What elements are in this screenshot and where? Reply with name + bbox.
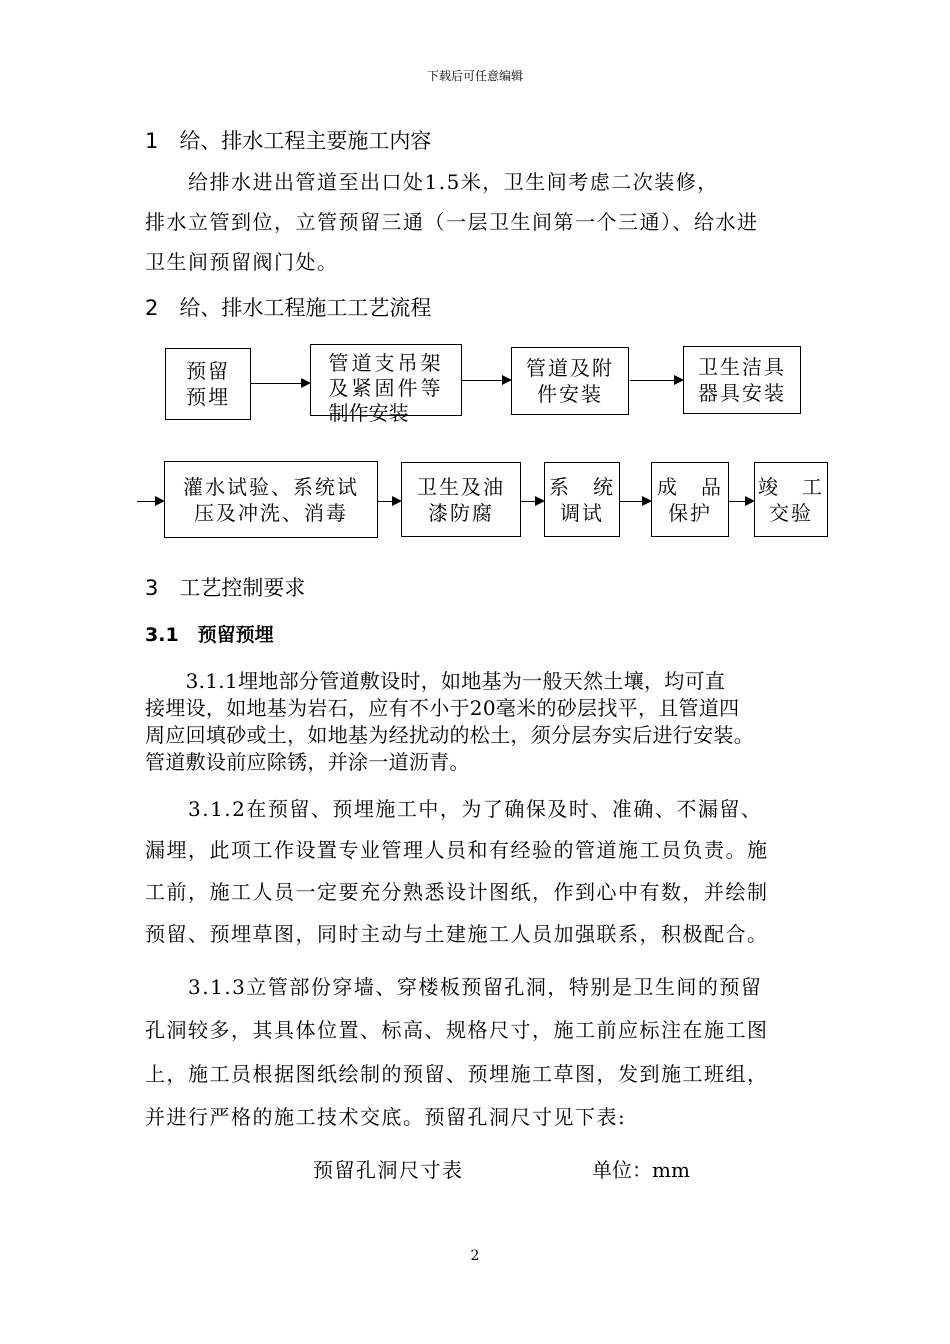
s1-line: 卫生间预留阀门处。: [145, 250, 339, 274]
p311-line: 周应回填砂或土，如地基为经扰动的松土，须分层夯实后进行安装。: [145, 723, 754, 747]
flow-arrow: [521, 501, 543, 502]
flow-arrow: [378, 501, 400, 502]
flow-box-water-test: 灌水试验、系统试 压及冲洗、消毒: [164, 461, 378, 538]
flow-arrow: [620, 501, 650, 502]
p311-line: 管道敷设前应除锈，并涂一道沥青。: [145, 750, 470, 774]
p312-line: 漏埋，此项工作设置专业管理人员和有经验的管道施工员负责。施: [145, 838, 769, 862]
section-3-1-title: 3.1 预留预埋: [145, 624, 274, 646]
flow-arrow: [630, 380, 682, 381]
flow-arrow: [729, 501, 753, 502]
p311-line: 接埋设，如地基为岩石，应有不小于20毫米的砂层找平，且管道四: [145, 696, 740, 720]
page-header: 下载后可任意编辑: [426, 69, 523, 83]
table-caption: 预留孔洞尺寸表: [313, 1158, 464, 1182]
section-3-title: 3 工艺控制要求: [145, 576, 306, 600]
flow-box-protect: 成 品 保护: [651, 462, 729, 537]
section-1-title: 1 给、排水工程主要施工内容: [145, 129, 432, 153]
flow-box-anticorrosion: 卫生及油 漆防腐: [401, 462, 521, 537]
flow-box-sanitary: 卫生洁具 器具安装: [683, 346, 801, 414]
p312-line: 3.1.2在预留、预埋施工中，为了确保及时、准确、不漏留、: [145, 797, 763, 821]
flow-box-pipe-support: 管道支吊架 及紧固件等 制作安装: [310, 344, 462, 416]
p312-line: 工前，施工人员一定要充分熟悉设计图纸，作到心中有数，并绘制: [145, 880, 769, 904]
p313-line: 上，施工员根据图纸绘制的预留、预埋施工草图，发到施工班组，: [145, 1062, 769, 1086]
flow-box-acceptance: 竣 工 交验: [754, 462, 828, 537]
p313-line: 并进行严格的施工技术交底。预留孔洞尺寸见下表:: [145, 1105, 627, 1129]
flow-box-pipe-install: 管道及附 件安装: [511, 347, 629, 415]
p311-line: 3.1.1埋地部分管道敷设时，如地基为一般天然土壤，均可直: [145, 669, 726, 693]
flow-arrow: [137, 501, 163, 502]
s1-line: 排水立管到位，立管预留三通（一层卫生间第一个三通）、给水进: [145, 210, 759, 234]
p312-line: 预留、预埋草图，同时主动与土建施工人员加强联系，积极配合。: [145, 922, 769, 946]
s1-line: 给排水进出管道至出口处1.5米，卫生间考虑二次装修，: [145, 170, 719, 194]
section-2-title: 2 给、排水工程施工工艺流程: [145, 296, 432, 320]
flow-box-reserve-embed: 预留 预埋: [165, 348, 251, 420]
page-number: 2: [470, 1248, 480, 1264]
flow-arrow: [462, 380, 510, 381]
flow-box-debug: 系 统 调试: [544, 462, 620, 537]
p313-line: 3.1.3立管部份穿墙、穿楼板预留孔洞，特别是卫生间的预留: [145, 975, 763, 999]
p313-line: 孔洞较多，其具体位置、标高、规格尺寸，施工前应标注在施工图: [145, 1018, 769, 1042]
table-unit: 单位：mm: [592, 1158, 690, 1182]
flow-arrow: [251, 383, 309, 384]
